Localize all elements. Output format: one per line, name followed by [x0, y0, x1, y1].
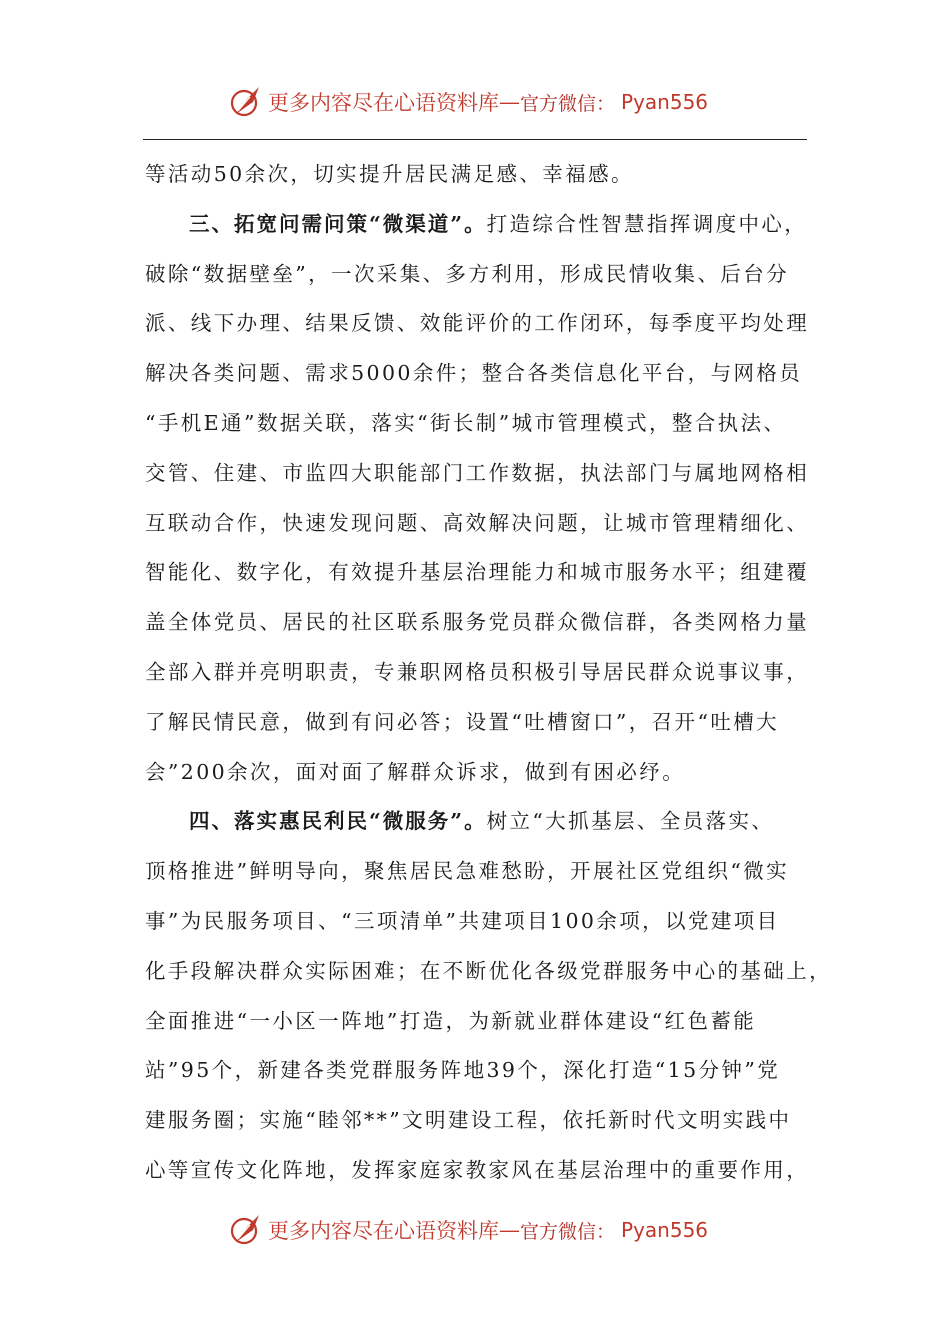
quill-logo-icon: [228, 1212, 264, 1248]
text-line: 全部入群并亮明职责，专兼职网格员积极引导居民群众说事议事，: [145, 659, 810, 684]
header-divider: [143, 139, 807, 140]
text-line: 站”95个，新建各类党群服务阵地39个，深化打造“15分钟”党: [145, 1058, 781, 1083]
footer-brand-id: Pyan556: [621, 1218, 709, 1242]
text-line: 顶格推进”鲜明导向，聚焦居民急难愁盼，开展社区党组织“微实: [145, 859, 790, 884]
text-line: 等活动50余次，切实提升居民满足感、幸福感。: [145, 162, 634, 186]
header-brand-dash: —: [499, 90, 520, 114]
footer-brand-label: 官方微信：: [520, 1220, 616, 1243]
header-brand-id: Pyan556: [621, 90, 709, 114]
section-4-text: 树立“大抓基层、全员落实、: [486, 809, 775, 834]
header-brand-label: 官方微信：: [520, 92, 616, 115]
text-line: 交管、住建、市监四大职能部门工作数据，执法部门与属地网格相: [145, 460, 810, 485]
text-line: 了解民情民意，做到有问必答；设置“吐槽窗口”，召开“吐槽大: [145, 709, 780, 734]
footer-brand-dash: —: [499, 1218, 520, 1242]
section-3-heading: 三、拓宽问需问策“微渠道”。: [189, 211, 487, 236]
footer-brand-text: 更多内容尽在心语资料库: [268, 1219, 499, 1243]
text-line: 互联动合作，快速发现问题、高效解决问题，让城市管理精细化、: [145, 510, 810, 535]
quill-logo-icon: [228, 84, 264, 120]
body-text: [145, 150, 832, 1196]
text-line: 解决各类问题、需求5000余件；整合各类信息化平台，与网格员: [145, 361, 803, 386]
text-line: 智能化、数字化，有效提升基层治理能力和城市服务水平；组建覆: [145, 560, 810, 585]
section-4-heading: 四、落实惠民利民“微服务”。: [189, 809, 487, 834]
text-line: 盖全体党员、居民的社区联系服务党员群众微信群，各类网格力量: [145, 610, 810, 635]
text-line: 化手段解决群众实际困难；在不断优化各级党群服务中心的基础上，: [145, 958, 832, 983]
header-watermark: [228, 82, 748, 122]
section-3-first-line: [145, 200, 813, 250]
text-line: 派、线下办理、结果反馈、效能评价的工作闭环，每季度平均处理: [145, 311, 810, 336]
text-line: “手机E通”数据关联，落实“街长制”城市管理模式，整合执法、: [145, 410, 787, 435]
text-line: 建服务圈；实施“睦邻**”文明建设工程，依托新时代文明实践中: [145, 1108, 792, 1133]
text-line: 心等宣传文化阵地，发挥家庭家教家风在基层治理中的重要作用，: [145, 1157, 810, 1182]
header-brand-text: 更多内容尽在心语资料库: [268, 91, 499, 115]
footer-watermark: [228, 1210, 748, 1250]
section-3-text: 打造综合性智慧指挥调度中心，: [486, 211, 808, 236]
text-line: 全面推进“一小区一阵地”打造，为新就业群体建设“红色蓄能: [145, 1008, 757, 1033]
text-line: 破除“数据壁垒”，一次采集、多方利用，形成民情收集、后台分: [145, 261, 790, 286]
section-4-first-line: [145, 797, 813, 847]
text-line: 会”200余次，面对面了解群众诉求，做到有困必纾。: [145, 759, 686, 784]
text-line: 事”为民服务项目、“三项清单”共建项目100余项，以党建项目: [145, 908, 780, 933]
